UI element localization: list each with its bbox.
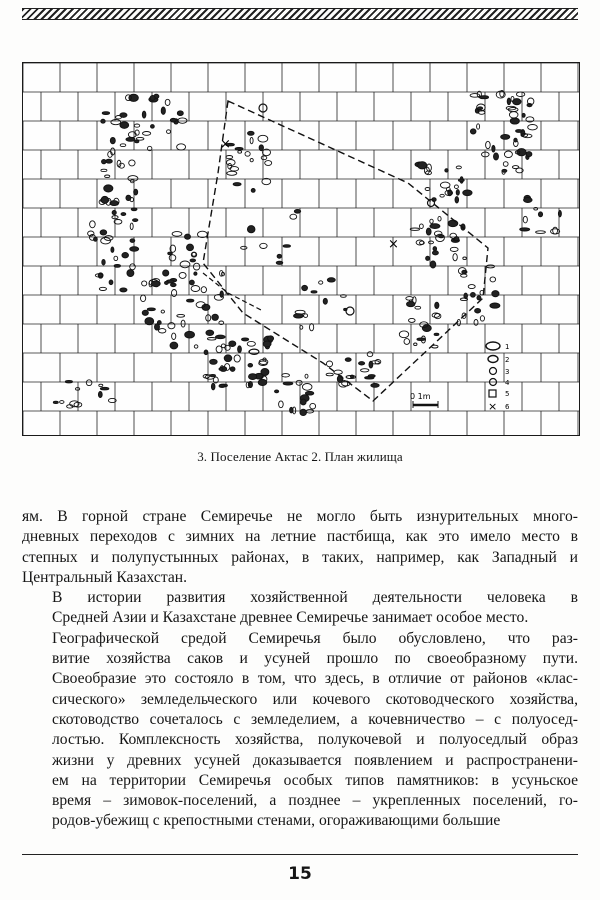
figure-caption: 3. Поселение Актас 2. План жилища (197, 449, 403, 464)
text-line: В истории развития хозяйственной деятельности человека в (52, 589, 578, 607)
stone (165, 99, 170, 105)
stone (120, 144, 126, 147)
stone (458, 179, 464, 181)
stone (524, 198, 533, 203)
stone (142, 310, 148, 315)
scale-label: 0 1m (410, 392, 431, 401)
stone (300, 326, 303, 330)
stone (310, 324, 314, 331)
stone (227, 160, 236, 166)
stone (450, 247, 458, 251)
stone (126, 138, 135, 142)
stone (130, 239, 135, 243)
stone (193, 263, 199, 270)
stone (290, 214, 297, 219)
site-plan-drawing (23, 63, 579, 435)
body-text (22, 507, 578, 832)
stone (161, 310, 164, 313)
stone (265, 161, 272, 166)
stone (302, 285, 308, 290)
stone (326, 361, 332, 367)
stone (415, 306, 421, 309)
stone (553, 227, 558, 234)
stone (438, 235, 444, 238)
stone (207, 338, 216, 341)
stone (172, 232, 182, 237)
stone (111, 247, 114, 252)
stone (311, 291, 317, 293)
cross-mark-2: × (388, 237, 399, 252)
stone (302, 384, 312, 391)
stone (517, 149, 526, 156)
ring-marker (346, 307, 354, 315)
stone (300, 409, 307, 415)
stone (120, 288, 127, 292)
stone (100, 387, 109, 390)
stone (238, 346, 242, 353)
stone (99, 384, 103, 386)
stone (170, 342, 178, 349)
stone (110, 137, 115, 143)
stone (305, 391, 313, 395)
stone (211, 383, 215, 390)
stone (130, 247, 139, 252)
text-line: Средней Азии и Казахстане древнее Семиречье занимает особое место. (52, 609, 529, 627)
stone (100, 230, 107, 235)
stone (516, 92, 524, 96)
stone (513, 99, 521, 105)
stone (150, 96, 155, 101)
text-line: жизни у древних усуней доказывается появлением и распространени- (52, 751, 578, 769)
stone (263, 341, 271, 347)
stone (134, 124, 139, 127)
stone (479, 96, 488, 99)
stone (420, 224, 424, 229)
stone (368, 375, 375, 378)
stone (326, 373, 333, 376)
stone (369, 361, 373, 368)
stone (65, 381, 72, 383)
stone (245, 152, 250, 157)
stone (204, 350, 208, 355)
stone (448, 220, 458, 227)
stone (130, 223, 133, 230)
stone (210, 374, 215, 376)
stone (277, 254, 281, 258)
stone (101, 119, 105, 123)
stone (480, 316, 484, 321)
scale-bar (410, 392, 438, 408)
stone (409, 318, 416, 322)
stone (506, 106, 516, 110)
stone (235, 147, 243, 150)
stone (435, 314, 441, 319)
stone (296, 380, 302, 385)
stone (260, 243, 267, 248)
stone (250, 137, 253, 143)
stone (430, 261, 436, 268)
stone (410, 228, 419, 230)
stone (177, 144, 186, 150)
stone (187, 299, 194, 302)
stone (510, 118, 519, 124)
stone (187, 244, 194, 251)
stone (471, 292, 476, 297)
stone (159, 329, 166, 333)
stone (216, 335, 226, 339)
legend-symbol-3 (490, 368, 497, 375)
stone (119, 163, 125, 168)
stone (551, 229, 560, 234)
stone (114, 256, 118, 260)
stone (145, 318, 154, 325)
stone (151, 281, 160, 287)
stone (522, 113, 525, 117)
stone (258, 379, 267, 385)
stone (101, 196, 108, 203)
stone (141, 295, 146, 302)
text-line: родов-убежищ с крепостными стенами, огораживающими большие (52, 812, 501, 830)
stone (490, 277, 496, 282)
stone (463, 257, 467, 260)
stone (268, 336, 274, 341)
dwelling-outline (203, 101, 488, 401)
paragraph (22, 588, 578, 629)
text-line: Географической средой Семиречья было обусловлено, что раз- (52, 629, 578, 647)
text-line: степных и полупустынных районах, в таких, например, как Западный и (22, 548, 578, 566)
stone (163, 270, 169, 276)
stone (251, 189, 255, 193)
stone (361, 369, 369, 372)
stone (238, 151, 242, 154)
stone (241, 246, 247, 249)
stone (234, 355, 240, 362)
stone (53, 401, 58, 403)
stone (323, 298, 327, 304)
stone (276, 261, 283, 264)
stone (227, 171, 237, 175)
stone (502, 169, 507, 172)
stone (179, 272, 186, 278)
stone (526, 152, 532, 157)
stone (523, 216, 527, 223)
stone (454, 185, 458, 189)
stone (180, 261, 190, 268)
stone (259, 145, 263, 151)
text-line: витие хозяйства саков и усуней прошло по своеобразному пути. (52, 650, 578, 668)
stone (486, 141, 491, 148)
stone (169, 255, 176, 261)
stone (404, 339, 410, 345)
stone (122, 253, 129, 258)
stone (111, 120, 121, 125)
text-line: время – зимовок-поселений, а позднее – укрепленных поселений, го- (52, 792, 578, 810)
ring-marker (428, 200, 435, 207)
stone (503, 162, 508, 167)
stone (170, 118, 176, 122)
stone (177, 314, 185, 317)
text-line: Своеобразие это состояло в том, что здесь, в отличие от районов «клас- (52, 670, 578, 688)
stone (248, 131, 255, 135)
stone (422, 325, 431, 332)
stone (135, 140, 139, 143)
stone (161, 107, 165, 114)
legend-number-3: 3 (505, 368, 510, 376)
stone (191, 286, 200, 292)
stone (477, 296, 481, 300)
stone (249, 374, 257, 380)
stone (102, 112, 109, 115)
stone (470, 129, 476, 134)
stone (367, 352, 373, 357)
stone (514, 138, 517, 142)
stone (201, 287, 206, 293)
stone (509, 112, 518, 118)
stone (133, 219, 138, 222)
stone (507, 98, 510, 105)
stone (327, 278, 335, 282)
stone (216, 346, 222, 353)
stone (450, 233, 457, 238)
stone (190, 280, 195, 285)
stone (128, 176, 138, 182)
stone (151, 125, 155, 129)
stone (210, 359, 218, 364)
stone (105, 175, 110, 178)
stone (290, 407, 293, 413)
stone (319, 281, 323, 284)
stone (127, 270, 134, 277)
stone (534, 208, 538, 211)
stone (438, 216, 441, 221)
stone (414, 343, 417, 346)
stone (247, 341, 255, 346)
stone (190, 259, 196, 262)
legend-symbol-6: × (488, 400, 498, 413)
stone (147, 308, 155, 311)
stone (226, 156, 233, 159)
stone (112, 211, 116, 215)
stone (275, 390, 279, 393)
site-plan-figure (22, 62, 580, 436)
stone (456, 166, 461, 169)
stone (282, 374, 290, 377)
stone (220, 291, 223, 297)
stone (126, 195, 131, 200)
text-line: ем на территории Семиречья особых типов памятников: в усуньское (52, 771, 578, 789)
legend-number-2: 2 (505, 356, 510, 364)
stone (177, 111, 183, 116)
stone (219, 368, 223, 371)
stone (426, 256, 430, 260)
stone (490, 303, 500, 308)
stone (538, 212, 542, 217)
stone (429, 241, 434, 244)
stone (283, 245, 290, 248)
stone (194, 345, 198, 348)
stone (430, 219, 433, 223)
stone (136, 137, 144, 140)
text-line: Центральный Казахстан. (22, 568, 187, 586)
stone (250, 158, 253, 161)
stone (98, 392, 102, 398)
stone (433, 247, 437, 251)
stone (130, 264, 136, 270)
stone (185, 234, 191, 239)
paragraph (22, 629, 578, 832)
text-line: скотоводство сочеталось с земледелием, а кочевничество – с полуосед- (52, 710, 578, 728)
stone (248, 363, 253, 367)
stone (520, 228, 530, 231)
legend-number-6: 6 (505, 403, 510, 411)
stone (129, 160, 135, 166)
stone (399, 331, 408, 338)
stone (406, 297, 413, 301)
stone (104, 185, 113, 192)
stone (121, 213, 126, 216)
stone (407, 302, 415, 307)
stone (492, 145, 495, 152)
stone (99, 287, 106, 290)
stone (341, 295, 347, 298)
paragraph (22, 507, 578, 588)
stone (440, 194, 444, 197)
stone (468, 285, 475, 289)
stone (430, 224, 440, 229)
stone (516, 130, 523, 133)
stone (102, 159, 107, 163)
stone (359, 362, 365, 365)
stone (142, 111, 146, 118)
text-line: дневных переходов с зимних на летние пастбища, как это имело место в (22, 528, 578, 546)
stone (131, 208, 137, 211)
stone (194, 272, 197, 275)
stone (453, 254, 457, 261)
stone (167, 130, 171, 134)
stone (494, 153, 499, 160)
stone (334, 370, 342, 374)
stone (528, 125, 538, 130)
legend-symbol-2 (488, 356, 498, 363)
legend-number-4: 4 (505, 379, 510, 387)
stone (301, 399, 307, 405)
stone (172, 290, 177, 297)
stone (242, 338, 249, 341)
stone (294, 209, 300, 213)
stone (478, 107, 483, 110)
stone (283, 382, 293, 385)
stone (474, 320, 478, 326)
stone (106, 159, 113, 163)
stone (172, 333, 176, 339)
stone (212, 314, 219, 320)
legend-symbol-1 (486, 342, 500, 350)
stone (501, 135, 510, 140)
stone (261, 156, 267, 160)
stone (206, 330, 214, 335)
stone (460, 298, 467, 301)
stone (445, 169, 448, 172)
stone (455, 197, 459, 203)
stone (345, 358, 351, 362)
stone (134, 189, 138, 195)
stone (86, 380, 92, 386)
entrance-corridor (203, 273, 263, 311)
stone (477, 124, 480, 129)
stone (142, 281, 147, 286)
text-line: лостью. Комплексность хозяйства, полукочевой и полуоседлый образ (52, 731, 578, 749)
stone (120, 122, 129, 129)
legend-symbol-5 (489, 390, 496, 397)
stone (247, 226, 255, 233)
cross-mark-1: × (220, 137, 231, 152)
stone (536, 231, 546, 234)
legend-number-5: 5 (505, 390, 510, 398)
stone (171, 283, 177, 287)
stone (185, 331, 195, 338)
decorative-top-border (22, 8, 578, 20)
stone (417, 338, 425, 341)
stone (258, 135, 268, 142)
stone (114, 265, 120, 268)
stone (463, 190, 472, 196)
stone-scatter (53, 90, 561, 415)
stone (109, 280, 113, 285)
stone (425, 188, 430, 191)
stone (224, 355, 232, 362)
stone (432, 251, 438, 255)
stone (279, 401, 284, 408)
stone (261, 369, 269, 376)
stone (304, 314, 308, 318)
stone (504, 151, 512, 158)
stone (94, 237, 98, 241)
stone (192, 252, 196, 256)
stone (310, 403, 316, 409)
stone (305, 374, 308, 378)
text-line: сического» земледельческого или кочевого скотоводческого хозяйства, (52, 690, 578, 708)
stone (101, 169, 107, 171)
page-number: 15 (288, 864, 312, 884)
stone (165, 281, 169, 284)
text-line: ям. В горной стране Семиречье не могло быть изнурительных много- (22, 508, 578, 525)
legend-number-1: 1 (505, 343, 510, 351)
stone (435, 302, 439, 308)
stone (434, 333, 439, 335)
stone (558, 211, 561, 217)
stone (426, 228, 431, 235)
stone (456, 190, 459, 196)
footer-rule (22, 854, 578, 855)
stone (90, 221, 96, 228)
stone (371, 384, 379, 388)
stone (60, 401, 64, 404)
stone (168, 252, 173, 255)
stone (102, 259, 105, 265)
stone (230, 367, 235, 372)
stone (143, 132, 151, 136)
stone (157, 321, 161, 325)
stone (492, 291, 499, 297)
stone (233, 183, 241, 186)
stone (475, 308, 481, 313)
